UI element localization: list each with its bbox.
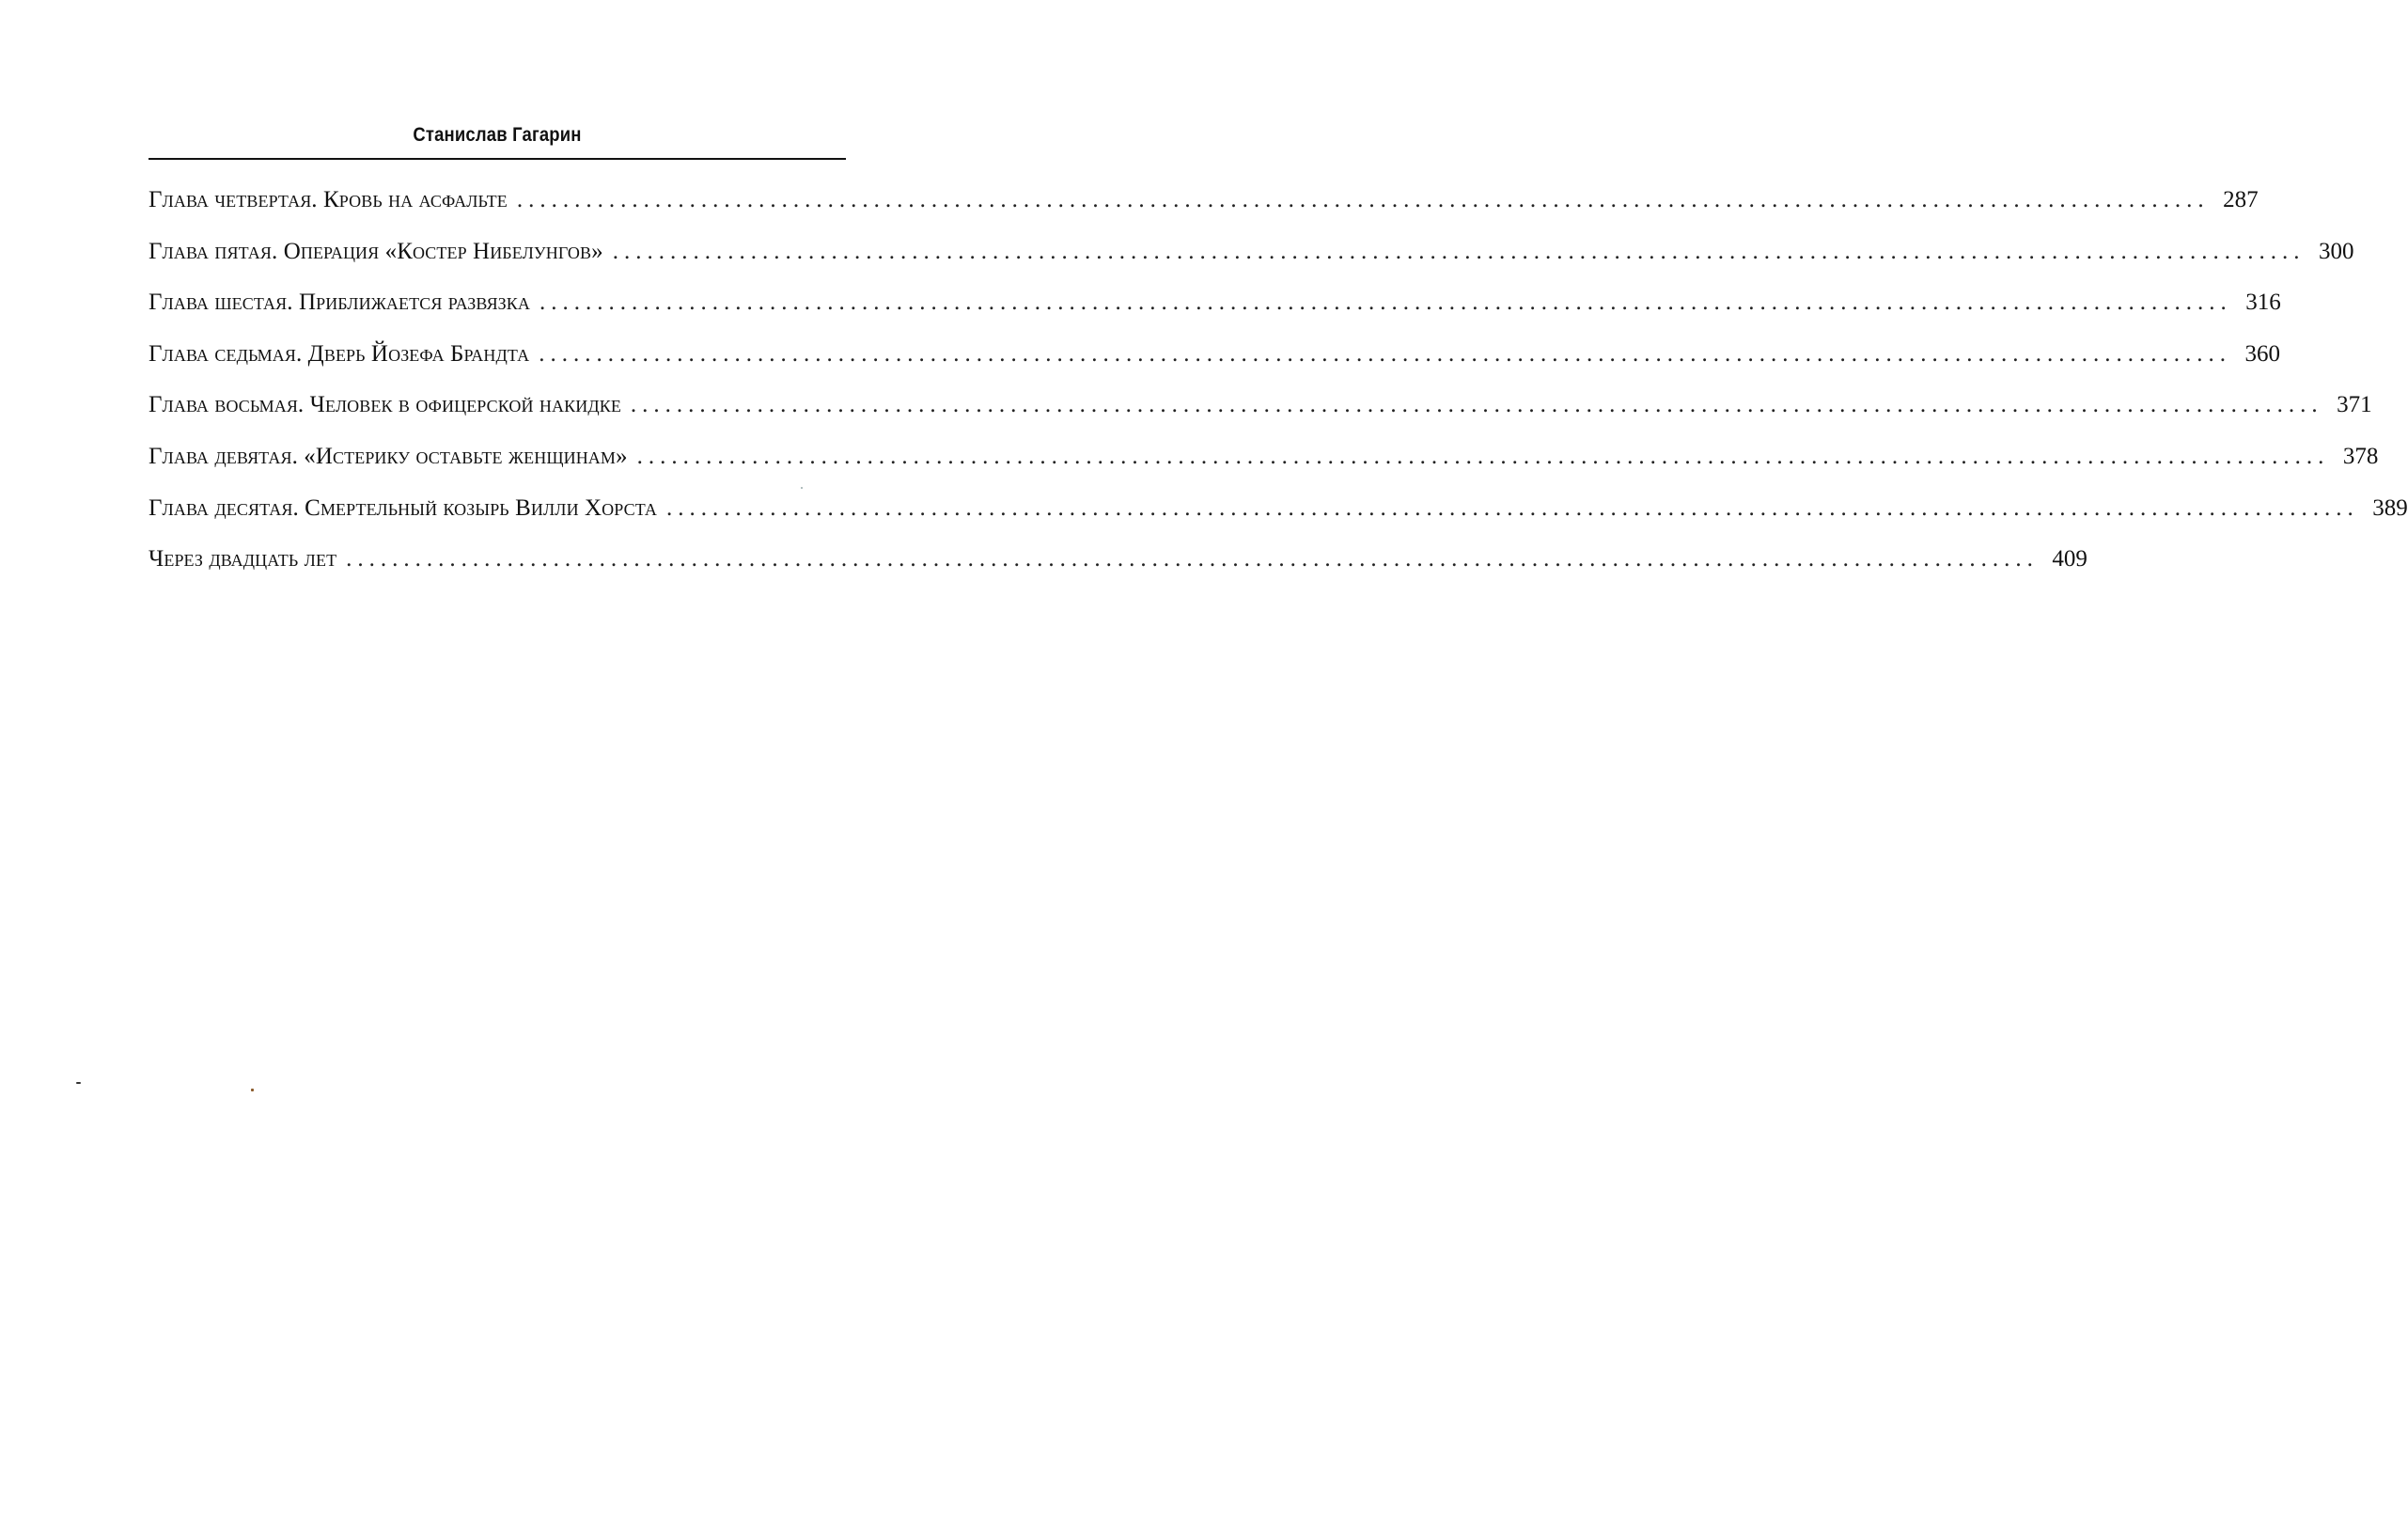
toc-entry <box>149 289 2281 340</box>
toc-dot-leader: ................................................................................................................................................... <box>516 187 2210 212</box>
toc-page-number: 409 <box>2052 546 2087 572</box>
toc-dot-leader: ................................................................................................................................................... <box>636 443 2330 469</box>
toc-page-number: 378 <box>2342 443 2379 469</box>
toc-dot-leader: ................................................................................................................................................... <box>346 546 2039 572</box>
toc-entry-title: Глава пятая. Операция «Костер Нибелунгов» <box>149 238 603 264</box>
toc-entry-title: Глава десятая. Смертельный козырь Вилли Хорста <box>149 494 658 521</box>
toc-dot-leader: ................................................................................................................................................... <box>666 494 2359 521</box>
toc-entry <box>149 494 2408 546</box>
toc-entry <box>149 545 2087 597</box>
toc-dot-leader: ................................................................................................................................................... <box>539 340 2231 367</box>
toc-entry <box>149 340 2280 392</box>
toc-entry <box>149 391 2372 443</box>
toc-dot-leader: ................................................................................................................................................... <box>539 290 2232 316</box>
header-rule <box>149 158 846 160</box>
scan-speck <box>76 1082 81 1084</box>
table-of-contents <box>149 186 2408 597</box>
toc-entry-title: Через двадцать лет <box>149 546 337 572</box>
toc-page-number: 371 <box>2337 392 2372 418</box>
toc-entry-title: Глава седьмая. Дверь Йозефа Брандта <box>149 340 530 367</box>
toc-page-number: 389 <box>2372 494 2408 521</box>
toc-entry-title: Глава шестая. Приближается развязка <box>149 290 530 316</box>
toc-dot-leader: ................................................................................................................................................... <box>630 392 2323 418</box>
toc-entry <box>149 443 2379 494</box>
running-head-author: Станислав Гагарин <box>413 124 582 146</box>
toc-dot-leader: ................................................................................................................................................... <box>612 238 2306 264</box>
toc-entry <box>149 238 2354 290</box>
toc-page-number: 316 <box>2245 290 2281 316</box>
toc-page-number: 287 <box>2223 187 2259 212</box>
toc-entry-title: Глава девятая. «Истерику оставьте женщинам» <box>149 443 628 469</box>
scan-speck <box>801 487 803 489</box>
scan-speck <box>251 1089 254 1091</box>
toc-page-number: 300 <box>2318 238 2354 264</box>
toc-entry-title: Глава четвертая. Кровь на асфальте <box>149 187 508 212</box>
toc-entry <box>149 186 2259 238</box>
toc-entry-title: Глава восьмая. Человек в офицерской накидке <box>149 392 621 418</box>
toc-page-number: 360 <box>2244 340 2280 367</box>
